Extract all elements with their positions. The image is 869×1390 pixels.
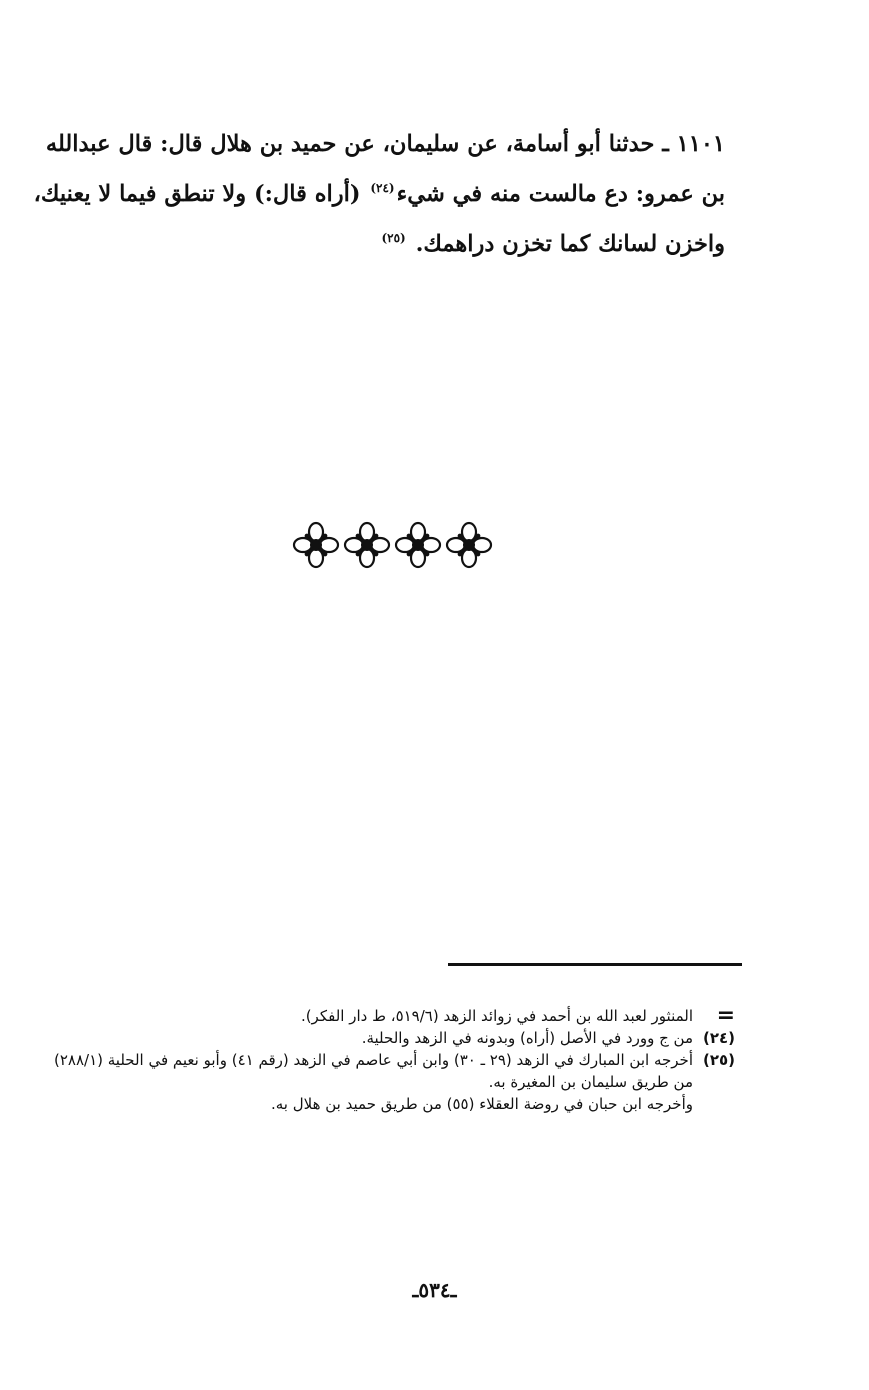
footnote-ref-24[interactable]: (٢٤) (370, 181, 395, 195)
hadith-text (33, 122, 725, 266)
flower-ornament (290, 516, 496, 574)
footnote-number: = (716, 1003, 735, 1028)
hadith-text-segment: (أراه قال:) ولا تنطق فيما لا يعنيك، (33, 181, 369, 207)
hadith-line: ١١٠١ ـ حدثنا أبو أسامة، عن سليمان، عن حميد بن هلال قال: قال عبدالله (45, 131, 725, 157)
hadith-line (40, 216, 725, 266)
page-number: ـ٥٣٤ـ (412, 1278, 457, 1302)
hadith-text-segment: واخزن لسانك كما تخزن دراهمك. (415, 231, 725, 257)
footnotes (53, 1003, 735, 1115)
flower-icon (345, 523, 389, 567)
flower-icon (396, 523, 440, 567)
footnote-line: من ج وورد في الأصل (أراه) وبدونه في الزهد والحلية. (361, 1029, 693, 1047)
footnote-ref-25[interactable]: (٢٥) (381, 231, 406, 245)
hadith-text-segment: بن عمرو: دع مالست منه في شيء (396, 181, 725, 207)
footnote-line: من طريق سليمان بن المغيرة به. (488, 1073, 693, 1091)
footnote-body (70, 1005, 693, 1027)
footnote-number: (٢٤) (702, 1029, 735, 1047)
footnote-separator (448, 963, 742, 966)
footnote-number: (٢٥) (702, 1051, 735, 1069)
footnote-line: المنثور لعبد الله بن أحمد في زوائد الزهد (٥١٩/٦، ط دار الفكر). (300, 1007, 693, 1025)
hadith-line (33, 166, 725, 216)
footnote-continuation (70, 1005, 735, 1027)
footnote-line: وأخرجه ابن حبان في روضة العقلاء (٥٥) من طريق حميد بن هلال به. (270, 1095, 693, 1113)
footnote-body (54, 1049, 693, 1115)
flower-icon (294, 523, 338, 567)
footnote-body (70, 1027, 693, 1049)
footnote-line: أخرجه ابن المبارك في الزهد (٢٩ ـ ٣٠) وابن أبي عاصم في الزهد (رقم ٤١) وأبو نعيم في الحلية (٢٨٨/١) (53, 1051, 693, 1069)
footnote-24 (70, 1027, 735, 1049)
flower-icon (447, 523, 491, 567)
footnote-25 (53, 1049, 735, 1115)
